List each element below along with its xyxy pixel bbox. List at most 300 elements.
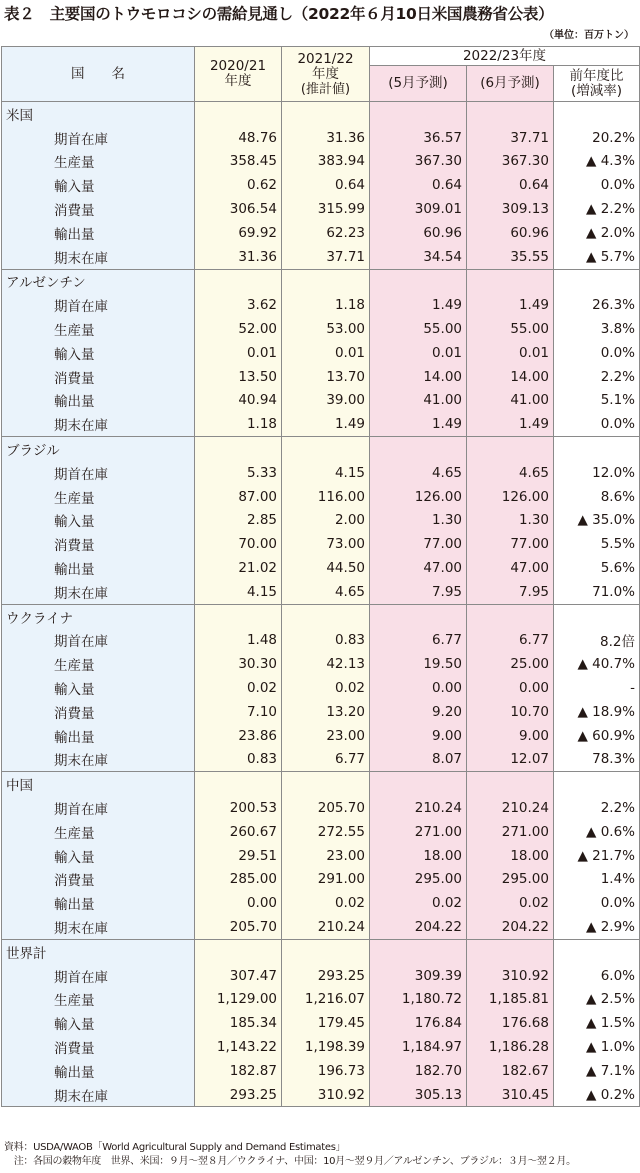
value-cell: ▲ 2.5% bbox=[554, 987, 640, 1011]
value-cell: 293.25 bbox=[195, 1083, 282, 1107]
value-cell: 23.86 bbox=[195, 724, 282, 748]
value-cell: 210.24 bbox=[467, 796, 554, 820]
value-cell: 295.00 bbox=[467, 868, 554, 892]
value-cell: 0.02 bbox=[370, 891, 467, 915]
value-cell: 309.13 bbox=[467, 197, 554, 221]
empty-cell bbox=[467, 604, 554, 628]
value-cell: 210.24 bbox=[370, 796, 467, 820]
table-row bbox=[2, 1083, 640, 1107]
value-cell: 1.30 bbox=[370, 509, 467, 533]
table-row bbox=[2, 389, 640, 413]
header-country-label: 国 名 bbox=[71, 65, 125, 82]
item-label: 輸出量 bbox=[2, 1059, 195, 1083]
value-cell: 23.00 bbox=[282, 844, 370, 868]
value-cell: 69.92 bbox=[195, 221, 282, 245]
value-cell: 271.00 bbox=[370, 820, 467, 844]
table-row bbox=[2, 532, 640, 556]
value-cell: 10.70 bbox=[467, 700, 554, 724]
value-cell: 47.00 bbox=[370, 556, 467, 580]
empty-cell bbox=[195, 269, 282, 293]
table-row bbox=[2, 1011, 640, 1035]
table-row bbox=[2, 748, 640, 772]
item-label: 期末在庫 bbox=[2, 915, 195, 939]
value-cell: 126.00 bbox=[467, 485, 554, 509]
value-cell: 14.00 bbox=[467, 365, 554, 389]
value-cell: ▲ 1.5% bbox=[554, 1011, 640, 1035]
header-2020-21 bbox=[195, 47, 282, 102]
value-cell: 4.65 bbox=[467, 461, 554, 485]
value-cell: 48.76 bbox=[195, 126, 282, 150]
table-row bbox=[2, 317, 640, 341]
value-cell: 12.0% bbox=[554, 461, 640, 485]
table-row bbox=[2, 173, 640, 197]
item-label: 輸出量 bbox=[2, 556, 195, 580]
country-row bbox=[2, 269, 640, 293]
value-cell: ▲ 1.0% bbox=[554, 1035, 640, 1059]
empty-cell bbox=[282, 102, 370, 126]
value-cell: 200.53 bbox=[195, 796, 282, 820]
value-cell: 47.00 bbox=[467, 556, 554, 580]
value-cell: 4.15 bbox=[195, 580, 282, 604]
value-cell: 1,216.07 bbox=[282, 987, 370, 1011]
empty-cell bbox=[282, 939, 370, 963]
table-row bbox=[2, 293, 640, 317]
empty-cell bbox=[370, 102, 467, 126]
value-cell: 182.70 bbox=[370, 1059, 467, 1083]
value-cell: 310.92 bbox=[467, 964, 554, 988]
value-cell: 55.00 bbox=[370, 317, 467, 341]
table-row bbox=[2, 629, 640, 653]
item-label: 輸出量 bbox=[2, 724, 195, 748]
item-label: 輸入量 bbox=[2, 1011, 195, 1035]
value-cell: 1.30 bbox=[467, 509, 554, 533]
table-title: 表２ 主要国のトウモロコシの需給見通し（2022年６月10日米国農務省公表） bbox=[4, 5, 554, 23]
value-cell: ▲ 60.9% bbox=[554, 724, 640, 748]
value-cell: 77.00 bbox=[370, 532, 467, 556]
header-2021-22-suffix: 年度 bbox=[312, 65, 339, 82]
value-cell: 7.95 bbox=[370, 580, 467, 604]
country-row bbox=[2, 604, 640, 628]
empty-cell bbox=[370, 604, 467, 628]
value-cell: 52.00 bbox=[195, 317, 282, 341]
value-cell: 295.00 bbox=[370, 868, 467, 892]
value-cell: 358.45 bbox=[195, 150, 282, 174]
header-may-forecast bbox=[370, 66, 467, 102]
empty-cell bbox=[282, 604, 370, 628]
value-cell: 39.00 bbox=[282, 389, 370, 413]
table-row bbox=[2, 556, 640, 580]
item-label: 期末在庫 bbox=[2, 412, 195, 436]
value-cell: 367.30 bbox=[467, 150, 554, 174]
country-name: ブラジル bbox=[2, 437, 195, 461]
value-cell: 210.24 bbox=[282, 915, 370, 939]
item-label: 消費量 bbox=[2, 700, 195, 724]
item-label: 消費量 bbox=[2, 532, 195, 556]
value-cell: 5.6% bbox=[554, 556, 640, 580]
value-cell: 19.50 bbox=[370, 652, 467, 676]
value-cell: 30.30 bbox=[195, 652, 282, 676]
table-row bbox=[2, 150, 640, 174]
table-row bbox=[2, 844, 640, 868]
value-cell: 310.45 bbox=[467, 1083, 554, 1107]
value-cell: 315.99 bbox=[282, 197, 370, 221]
value-cell: ▲ 7.1% bbox=[554, 1059, 640, 1083]
empty-cell bbox=[195, 939, 282, 963]
table-row bbox=[2, 580, 640, 604]
value-cell: 116.00 bbox=[282, 485, 370, 509]
item-label: 輸出量 bbox=[2, 221, 195, 245]
value-cell: 40.94 bbox=[195, 389, 282, 413]
value-cell: 0.0% bbox=[554, 412, 640, 436]
value-cell: 0.00 bbox=[467, 676, 554, 700]
value-cell: 0.02 bbox=[282, 891, 370, 915]
value-cell: 0.02 bbox=[282, 676, 370, 700]
value-cell: 205.70 bbox=[282, 796, 370, 820]
value-cell: 8.6% bbox=[554, 485, 640, 509]
empty-cell bbox=[195, 437, 282, 461]
value-cell: ▲ 18.9% bbox=[554, 700, 640, 724]
empty-cell bbox=[554, 102, 640, 126]
empty-cell bbox=[282, 269, 370, 293]
value-cell: 71.0% bbox=[554, 580, 640, 604]
header-change-rate bbox=[554, 66, 640, 102]
item-label: 期首在庫 bbox=[2, 461, 195, 485]
value-cell: 23.00 bbox=[282, 724, 370, 748]
empty-cell bbox=[195, 604, 282, 628]
value-cell: 306.54 bbox=[195, 197, 282, 221]
table-row bbox=[2, 126, 640, 150]
value-cell: ▲ 40.7% bbox=[554, 652, 640, 676]
table-row bbox=[2, 509, 640, 533]
header-2020-21-suffix: 年度 bbox=[224, 73, 252, 89]
empty-cell bbox=[370, 437, 467, 461]
header-2021-22-note: (推計値) bbox=[300, 81, 351, 97]
fiscal-year-note: 注：各国の穀物年度 世界、米国：９月～翌８月／ウクライナ、中国：10月～翌９月／アルゼンチン、ブラジル：３月～翌２月。 bbox=[4, 1155, 576, 1167]
item-label: 期末在庫 bbox=[2, 245, 195, 269]
value-cell: 37.71 bbox=[282, 245, 370, 269]
value-cell: 1,184.97 bbox=[370, 1035, 467, 1059]
value-cell: 205.70 bbox=[195, 915, 282, 939]
value-cell: 1,180.72 bbox=[370, 987, 467, 1011]
value-cell: 0.83 bbox=[282, 629, 370, 653]
header-june-forecast bbox=[467, 66, 554, 102]
value-cell: 31.36 bbox=[195, 245, 282, 269]
table-row bbox=[2, 796, 640, 820]
item-label: 期首在庫 bbox=[2, 126, 195, 150]
value-cell: 4.65 bbox=[282, 580, 370, 604]
value-cell: 0.00 bbox=[195, 891, 282, 915]
value-cell: 20.2% bbox=[554, 126, 640, 150]
value-cell: 0.0% bbox=[554, 173, 640, 197]
table-row bbox=[2, 485, 640, 509]
value-cell: 35.55 bbox=[467, 245, 554, 269]
header-2022-23-label: 2022/23年度 bbox=[462, 47, 547, 64]
item-label: 消費量 bbox=[2, 197, 195, 221]
value-cell: 41.00 bbox=[370, 389, 467, 413]
value-cell: 185.34 bbox=[195, 1011, 282, 1035]
value-cell: 176.68 bbox=[467, 1011, 554, 1035]
value-cell: 2.00 bbox=[282, 509, 370, 533]
value-cell: 9.20 bbox=[370, 700, 467, 724]
value-cell: 0.01 bbox=[370, 341, 467, 365]
empty-cell bbox=[467, 939, 554, 963]
value-cell: 196.73 bbox=[282, 1059, 370, 1083]
empty-cell bbox=[467, 102, 554, 126]
value-cell: ▲ 0.6% bbox=[554, 820, 640, 844]
value-cell: ▲ 21.7% bbox=[554, 844, 640, 868]
item-label: 期末在庫 bbox=[2, 1083, 195, 1107]
value-cell: 285.00 bbox=[195, 868, 282, 892]
table-row bbox=[2, 365, 640, 389]
value-cell: 8.07 bbox=[370, 748, 467, 772]
country-row bbox=[2, 939, 640, 963]
table-row bbox=[2, 676, 640, 700]
value-cell: 0.01 bbox=[467, 341, 554, 365]
empty-cell bbox=[195, 772, 282, 796]
value-cell: 179.45 bbox=[282, 1011, 370, 1035]
value-cell: 13.20 bbox=[282, 700, 370, 724]
empty-cell bbox=[282, 772, 370, 796]
value-cell: 8.2倍 bbox=[554, 629, 640, 653]
value-cell: 5.5% bbox=[554, 532, 640, 556]
value-cell: 5.33 bbox=[195, 461, 282, 485]
value-cell: 182.67 bbox=[467, 1059, 554, 1083]
value-cell: 0.64 bbox=[370, 173, 467, 197]
item-label: 消費量 bbox=[2, 1035, 195, 1059]
table-row bbox=[2, 221, 640, 245]
value-cell: 0.02 bbox=[467, 891, 554, 915]
country-name: アルゼンチン bbox=[2, 269, 195, 293]
table-row bbox=[2, 652, 640, 676]
value-cell: ▲ 2.0% bbox=[554, 221, 640, 245]
item-label: 輸出量 bbox=[2, 891, 195, 915]
empty-cell bbox=[554, 437, 640, 461]
value-cell: ▲ 2.2% bbox=[554, 197, 640, 221]
value-cell: 293.25 bbox=[282, 964, 370, 988]
empty-cell bbox=[467, 772, 554, 796]
empty-cell bbox=[370, 939, 467, 963]
value-cell: 204.22 bbox=[370, 915, 467, 939]
item-label: 期首在庫 bbox=[2, 629, 195, 653]
value-cell: 176.84 bbox=[370, 1011, 467, 1035]
value-cell: 18.00 bbox=[467, 844, 554, 868]
table-row bbox=[2, 868, 640, 892]
value-cell: 0.0% bbox=[554, 341, 640, 365]
value-cell: 309.01 bbox=[370, 197, 467, 221]
value-cell: 87.00 bbox=[195, 485, 282, 509]
value-cell: 1.48 bbox=[195, 629, 282, 653]
item-label: 生産量 bbox=[2, 150, 195, 174]
value-cell: 1.49 bbox=[370, 293, 467, 317]
value-cell: 305.13 bbox=[370, 1083, 467, 1107]
header-change-rate-label: 前年度比 bbox=[569, 67, 624, 84]
table-row bbox=[2, 245, 640, 269]
source-note: 資料：USDA/WAOB「World Agricultural Supply and Demand Estimates」 bbox=[4, 1142, 346, 1153]
table-row bbox=[2, 461, 640, 485]
value-cell: 2.85 bbox=[195, 509, 282, 533]
header-2021-22-year: 2021/22 bbox=[297, 50, 354, 67]
value-cell: 14.00 bbox=[370, 365, 467, 389]
item-label: 期首在庫 bbox=[2, 796, 195, 820]
empty-cell bbox=[195, 102, 282, 126]
value-cell: 53.00 bbox=[282, 317, 370, 341]
country-row bbox=[2, 772, 640, 796]
value-cell: 77.00 bbox=[467, 532, 554, 556]
table-row bbox=[2, 412, 640, 436]
value-cell: 55.00 bbox=[467, 317, 554, 341]
value-cell: ▲ 5.7% bbox=[554, 245, 640, 269]
table-row bbox=[2, 891, 640, 915]
value-cell: 0.00 bbox=[370, 676, 467, 700]
value-cell: 1.49 bbox=[467, 293, 554, 317]
empty-cell bbox=[370, 772, 467, 796]
item-label: 生産量 bbox=[2, 317, 195, 341]
table-row bbox=[2, 724, 640, 748]
item-label: 輸入量 bbox=[2, 676, 195, 700]
table-row bbox=[2, 700, 640, 724]
value-cell: 1.18 bbox=[282, 293, 370, 317]
item-label: 期末在庫 bbox=[2, 748, 195, 772]
value-cell: 0.83 bbox=[195, 748, 282, 772]
value-cell: 1,143.22 bbox=[195, 1035, 282, 1059]
value-cell: 31.36 bbox=[282, 126, 370, 150]
empty-cell bbox=[467, 437, 554, 461]
item-label: 輸出量 bbox=[2, 389, 195, 413]
item-label: 輸入量 bbox=[2, 173, 195, 197]
table-row bbox=[2, 964, 640, 988]
value-cell: 62.23 bbox=[282, 221, 370, 245]
value-cell: 1.18 bbox=[195, 412, 282, 436]
supply-demand-table bbox=[1, 46, 640, 1107]
value-cell: 383.94 bbox=[282, 150, 370, 174]
value-cell: ▲ 0.2% bbox=[554, 1083, 640, 1107]
value-cell: 60.96 bbox=[370, 221, 467, 245]
value-cell: 78.3% bbox=[554, 748, 640, 772]
value-cell: 260.67 bbox=[195, 820, 282, 844]
empty-cell bbox=[554, 939, 640, 963]
item-label: 生産量 bbox=[2, 485, 195, 509]
header-2021-22 bbox=[282, 47, 370, 102]
footnotes bbox=[4, 1141, 576, 1168]
value-cell: 9.00 bbox=[467, 724, 554, 748]
value-cell: 36.57 bbox=[370, 126, 467, 150]
table-row bbox=[2, 341, 640, 365]
empty-cell bbox=[467, 269, 554, 293]
unit-label: （単位：百万トン） bbox=[544, 30, 634, 41]
value-cell: 0.0% bbox=[554, 891, 640, 915]
value-cell: 26.3% bbox=[554, 293, 640, 317]
value-cell: 6.77 bbox=[467, 629, 554, 653]
value-cell: 7.95 bbox=[467, 580, 554, 604]
value-cell: 3.62 bbox=[195, 293, 282, 317]
value-cell: 1,186.28 bbox=[467, 1035, 554, 1059]
value-cell: 1.49 bbox=[282, 412, 370, 436]
item-label: 期末在庫 bbox=[2, 580, 195, 604]
country-name: 世界計 bbox=[2, 939, 195, 963]
value-cell: 3.8% bbox=[554, 317, 640, 341]
item-label: 輸入量 bbox=[2, 509, 195, 533]
empty-cell bbox=[554, 772, 640, 796]
value-cell: 1,198.39 bbox=[282, 1035, 370, 1059]
empty-cell bbox=[554, 604, 640, 628]
country-row bbox=[2, 437, 640, 461]
value-cell: 29.51 bbox=[195, 844, 282, 868]
table-row bbox=[2, 987, 640, 1011]
value-cell: 307.47 bbox=[195, 964, 282, 988]
value-cell: 13.50 bbox=[195, 365, 282, 389]
item-label: 生産量 bbox=[2, 652, 195, 676]
header-june-forecast-label: (6月予測) bbox=[480, 75, 540, 91]
value-cell: 25.00 bbox=[467, 652, 554, 676]
value-cell: 7.10 bbox=[195, 700, 282, 724]
value-cell: 1.4% bbox=[554, 868, 640, 892]
value-cell: 13.70 bbox=[282, 365, 370, 389]
header-change-rate-note: (増減率) bbox=[570, 82, 623, 99]
country-name: 米国 bbox=[2, 102, 195, 126]
item-label: 期首在庫 bbox=[2, 964, 195, 988]
value-cell: ▲ 35.0% bbox=[554, 509, 640, 533]
table-row bbox=[2, 1059, 640, 1083]
value-cell: 6.77 bbox=[370, 629, 467, 653]
value-cell: 126.00 bbox=[370, 485, 467, 509]
value-cell: 367.30 bbox=[370, 150, 467, 174]
item-label: 生産量 bbox=[2, 820, 195, 844]
country-name: ウクライナ bbox=[2, 604, 195, 628]
value-cell: 41.00 bbox=[467, 389, 554, 413]
value-cell: 310.92 bbox=[282, 1083, 370, 1107]
value-cell: 4.65 bbox=[370, 461, 467, 485]
value-cell: 6.77 bbox=[282, 748, 370, 772]
header-country bbox=[2, 47, 195, 102]
value-cell: 291.00 bbox=[282, 868, 370, 892]
value-cell: ▲ 4.3% bbox=[554, 150, 640, 174]
value-cell: 34.54 bbox=[370, 245, 467, 269]
value-cell: 6.0% bbox=[554, 964, 640, 988]
item-label: 生産量 bbox=[2, 987, 195, 1011]
value-cell: 0.02 bbox=[195, 676, 282, 700]
value-cell: 0.01 bbox=[195, 341, 282, 365]
value-cell: 9.00 bbox=[370, 724, 467, 748]
value-cell: ▲ 2.9% bbox=[554, 915, 640, 939]
value-cell: 271.00 bbox=[467, 820, 554, 844]
value-cell: 2.2% bbox=[554, 365, 640, 389]
value-cell: 12.07 bbox=[467, 748, 554, 772]
value-cell: 1.49 bbox=[370, 412, 467, 436]
value-cell: 204.22 bbox=[467, 915, 554, 939]
table-row bbox=[2, 1035, 640, 1059]
item-label: 消費量 bbox=[2, 868, 195, 892]
country-name: 中国 bbox=[2, 772, 195, 796]
item-label: 期首在庫 bbox=[2, 293, 195, 317]
value-cell: 0.62 bbox=[195, 173, 282, 197]
value-cell: 0.64 bbox=[282, 173, 370, 197]
value-cell: 18.00 bbox=[370, 844, 467, 868]
value-cell: 1.49 bbox=[467, 412, 554, 436]
value-cell: 4.15 bbox=[282, 461, 370, 485]
item-label: 輸入量 bbox=[2, 844, 195, 868]
empty-cell bbox=[282, 437, 370, 461]
header-may-forecast-label: (5月予測) bbox=[388, 75, 448, 91]
value-cell: - bbox=[554, 676, 640, 700]
table-row bbox=[2, 915, 640, 939]
header-2020-21-year: 2020/21 bbox=[209, 58, 267, 74]
value-cell: 0.01 bbox=[282, 341, 370, 365]
country-row bbox=[2, 102, 640, 126]
table-row bbox=[2, 197, 640, 221]
value-cell: 70.00 bbox=[195, 532, 282, 556]
value-cell: 60.96 bbox=[467, 221, 554, 245]
value-cell: 73.00 bbox=[282, 532, 370, 556]
